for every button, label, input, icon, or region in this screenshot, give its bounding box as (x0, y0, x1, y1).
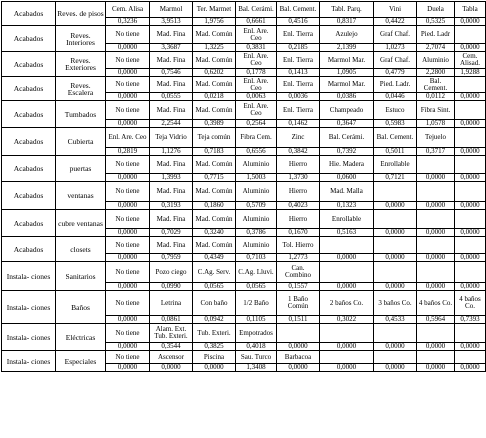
option-cell: Aluminio (236, 182, 277, 202)
value-cell: 0,5964 (417, 316, 455, 324)
option-cell: Bal. Cerámi. (236, 2, 277, 18)
value-cell: 0,0000 (455, 283, 486, 291)
option-cell: Enrollable (320, 210, 374, 229)
option-cell: Champeado (320, 101, 374, 120)
table-row (2, 351, 486, 364)
value-cell: 0,5163 (320, 229, 374, 237)
option-cell: Cem. Alisa (106, 2, 150, 18)
value-cell: 0,0000 (455, 44, 486, 52)
category-cell: Acabados (2, 156, 56, 182)
value-cell: 1,5003 (236, 174, 277, 182)
option-cell: Enl. Are. Ceo (106, 128, 150, 148)
option-cell: 4 baños Co. (455, 291, 486, 316)
option-cell (320, 237, 374, 254)
value-cell: 0,3544 (150, 343, 193, 351)
option-cell: Can. Combino (277, 262, 320, 283)
value-cell: 1,3408 (236, 364, 277, 372)
subcategory-cell: ventanas (56, 182, 106, 210)
option-cell: Graf Chaf. (374, 52, 417, 69)
value-cell: 0,7103 (236, 254, 277, 262)
value-cell: 0,6556 (236, 148, 277, 156)
option-cell: Mad. Común (193, 26, 236, 44)
option-cell (320, 351, 374, 364)
subcategory-cell: Reves. Interiores (56, 26, 106, 52)
subcategory-cell: Baños (56, 291, 106, 324)
value-cell: 1,1276 (150, 148, 193, 156)
option-cell: Hierro (277, 210, 320, 229)
option-cell: Duela (417, 2, 455, 18)
value-cell: 0,0000 (374, 343, 417, 351)
option-cell: Pied. Ladr (417, 26, 455, 44)
category-cell: Instala- ciones (2, 351, 56, 372)
option-cell: Empotrados (236, 324, 277, 343)
table-row (2, 128, 486, 148)
option-cell: No tiene (106, 262, 150, 283)
value-cell: 3,3687 (150, 44, 193, 52)
value-cell: 0,0036 (277, 93, 320, 101)
subcategory-cell: puertas (56, 156, 106, 182)
table-row (2, 291, 486, 316)
value-cell: 0,6661 (236, 18, 277, 26)
option-cell: Tol. Hierro (277, 237, 320, 254)
value-cell: 0,4516 (277, 18, 320, 26)
option-cell: C.Ag. Serv. (193, 262, 236, 283)
option-cell (455, 324, 486, 343)
option-cell: Mad. Fina (150, 77, 193, 93)
value-cell: 0,0386 (320, 93, 374, 101)
option-cell (374, 351, 417, 364)
value-cell: 0,0000 (277, 364, 320, 372)
option-cell: Enl. Tierra (277, 26, 320, 44)
value-cell: 0,0000 (320, 364, 374, 372)
option-cell: Bal. Cement. (277, 2, 320, 18)
option-cell: Enl. Tierra (277, 77, 320, 93)
value-cell: 0,2819 (106, 148, 150, 156)
option-cell (374, 262, 417, 283)
value-cell: 0,0000 (417, 229, 455, 237)
value-cell: 0,0000 (455, 254, 486, 262)
option-cell: Azulejo (320, 26, 374, 44)
value-cell: 1,3730 (277, 174, 320, 182)
value-cell: 0,0000 (320, 343, 374, 351)
value-cell: 0,8317 (320, 18, 374, 26)
value-cell: 0,0112 (417, 93, 455, 101)
value-cell: 2,2800 (417, 69, 455, 77)
value-cell: 0,7959 (150, 254, 193, 262)
value-cell: 0,0000 (417, 343, 455, 351)
value-cell: 0,0000 (106, 174, 150, 182)
option-cell (417, 262, 455, 283)
value-cell: 0,0000 (417, 202, 455, 210)
subcategory-cell: Reves. Escalera (56, 77, 106, 101)
option-cell (374, 210, 417, 229)
option-cell: Enl. Tierra (277, 52, 320, 69)
option-cell: Mad. Fina (150, 237, 193, 254)
option-cell: Aluminio (236, 156, 277, 174)
value-cell: 0,0555 (150, 93, 193, 101)
value-cell: 0,0000 (455, 174, 486, 182)
table-row (2, 262, 486, 283)
value-cell: 0,0000 (455, 343, 486, 351)
option-cell (277, 324, 320, 343)
value-cell: 0,0600 (320, 174, 374, 182)
option-cell (455, 237, 486, 254)
value-cell: 2,2544 (150, 120, 193, 128)
option-cell: Teja común (193, 128, 236, 148)
coefficients-table (1, 1, 486, 372)
option-cell: Pied. Ladr. (374, 77, 417, 93)
value-cell: 0,0565 (236, 283, 277, 291)
value-cell: 0,0446 (374, 93, 417, 101)
option-cell: No tiene (106, 156, 150, 174)
option-cell (455, 101, 486, 120)
option-cell (374, 237, 417, 254)
value-cell: 0,7121 (374, 174, 417, 182)
option-cell: Mad. Común (193, 52, 236, 69)
category-cell: Instala- ciones (2, 291, 56, 324)
option-cell: No tiene (106, 291, 150, 316)
option-cell: Tabla (455, 2, 486, 18)
option-cell: No tiene (106, 182, 150, 202)
option-cell (455, 156, 486, 174)
option-cell (455, 262, 486, 283)
option-cell: Mad. Común (193, 77, 236, 93)
option-cell (455, 26, 486, 44)
value-cell: 0,0000 (417, 364, 455, 372)
category-cell: Acabados (2, 101, 56, 128)
value-cell: 0,0000 (374, 364, 417, 372)
value-cell: 0,0000 (320, 254, 374, 262)
option-cell (374, 182, 417, 202)
value-cell: 0,3989 (193, 120, 236, 128)
value-cell: 0,0000 (106, 283, 150, 291)
option-cell: Vini (374, 2, 417, 18)
value-cell: 1,3993 (150, 174, 193, 182)
subcategory-cell: Cubierta (56, 128, 106, 156)
value-cell: 0,4023 (277, 202, 320, 210)
value-cell: 0,1323 (320, 202, 374, 210)
value-cell: 0,5983 (374, 120, 417, 128)
value-cell: 0,3193 (150, 202, 193, 210)
value-cell: 0,7546 (150, 69, 193, 77)
value-cell: 0,6202 (193, 69, 236, 77)
value-cell: 0,0000 (455, 120, 486, 128)
option-cell (320, 262, 374, 283)
subcategory-cell: Reves. de pisos (56, 2, 106, 26)
value-cell: 1,3225 (193, 44, 236, 52)
option-cell: C.Ag. Lluvi. (236, 262, 277, 283)
value-cell: 0,3831 (236, 44, 277, 52)
value-cell: 0,0000 (455, 229, 486, 237)
category-cell: Acabados (2, 2, 56, 26)
option-cell: Sau. Turco (236, 351, 277, 364)
option-cell: Estuco (374, 101, 417, 120)
option-cell: No tiene (106, 101, 150, 120)
value-cell: 0,0000 (455, 148, 486, 156)
table-row (2, 77, 486, 93)
option-cell: Bal. Cement. (374, 128, 417, 148)
option-cell: No tiene (106, 77, 150, 93)
option-cell: Aluminio (417, 52, 455, 69)
option-cell: 1/2 Baño (236, 291, 277, 316)
option-cell: Mad. Común (193, 101, 236, 120)
value-cell: 0,4349 (193, 254, 236, 262)
option-cell: Hierro (277, 156, 320, 174)
value-cell: 0,3022 (320, 316, 374, 324)
option-cell: Letrina (150, 291, 193, 316)
table-row (2, 324, 486, 343)
value-cell: 0,3717 (417, 148, 455, 156)
category-cell: Acabados (2, 182, 56, 210)
option-cell (417, 182, 455, 202)
table-body (2, 2, 486, 372)
option-cell: Enl. Are. Ceo (236, 101, 277, 120)
option-cell: Tejuelo (417, 128, 455, 148)
option-cell (417, 210, 455, 229)
category-cell: Acabados (2, 52, 56, 77)
option-cell: Fibra Sint. (417, 101, 455, 120)
option-cell: Mad. Fina (150, 156, 193, 174)
value-cell: 0,0000 (106, 229, 150, 237)
value-cell: 2,1399 (320, 44, 374, 52)
option-cell: Enl. Are. Ceo (236, 77, 277, 93)
option-cell: Zinc (277, 128, 320, 148)
subcategory-cell: cubre ventanas (56, 210, 106, 237)
value-cell: 0,0000 (455, 364, 486, 372)
option-cell (455, 210, 486, 229)
value-cell: 2,7074 (417, 44, 455, 52)
category-cell: Acabados (2, 77, 56, 101)
option-cell (455, 351, 486, 364)
category-cell: Acabados (2, 237, 56, 262)
option-cell: 3 baños Co. (374, 291, 417, 316)
value-cell: 0,0000 (320, 283, 374, 291)
option-cell: Barbacoa (277, 351, 320, 364)
value-cell: 0,7029 (150, 229, 193, 237)
value-cell: 0,0000 (417, 283, 455, 291)
category-cell: Acabados (2, 210, 56, 237)
option-cell: 2 baños Co. (320, 291, 374, 316)
value-cell: 0,5011 (374, 148, 417, 156)
value-cell: 0,1778 (236, 69, 277, 77)
value-cell: 0,0000 (106, 93, 150, 101)
option-cell: Teja Vidrio (150, 128, 193, 148)
option-cell (455, 128, 486, 148)
category-cell: Acabados (2, 26, 56, 52)
value-cell: 0,0063 (236, 93, 277, 101)
subcategory-cell: Eléctricas (56, 324, 106, 351)
option-cell: Tub. Exteri. (193, 324, 236, 343)
value-cell: 0,1860 (193, 202, 236, 210)
value-cell: 0,3236 (106, 18, 150, 26)
value-cell: 0,0218 (193, 93, 236, 101)
option-cell: Mad. Fina (150, 182, 193, 202)
option-cell: Ter. Marmet (193, 2, 236, 18)
option-cell: Bal. Cement. (417, 77, 455, 93)
option-cell: No tiene (106, 26, 150, 44)
option-cell: Enl. Are. Ceo (236, 52, 277, 69)
option-cell: No tiene (106, 351, 150, 364)
value-cell: 0,0990 (150, 283, 193, 291)
category-cell: Instala- ciones (2, 324, 56, 351)
value-cell: 0,0000 (106, 343, 150, 351)
option-cell (417, 156, 455, 174)
option-cell: Mad. Común (193, 182, 236, 202)
value-cell: 0,1670 (277, 229, 320, 237)
value-cell: 0,2185 (277, 44, 320, 52)
value-cell: 0,0000 (455, 18, 486, 26)
subcategory-cell: Especiales (56, 351, 106, 372)
subcategory-cell: closets (56, 237, 106, 262)
value-cell: 0,1511 (277, 316, 320, 324)
subcategory-cell: Sanitarios (56, 262, 106, 291)
value-cell: 0,0000 (106, 316, 150, 324)
option-cell: Marmol (150, 2, 193, 18)
option-cell: Mad. Fina (150, 101, 193, 120)
category-cell: Acabados (2, 128, 56, 156)
table-row (2, 237, 486, 254)
table-row (2, 210, 486, 229)
value-cell: 0,0000 (106, 120, 150, 128)
option-cell: Mad. Malla (320, 182, 374, 202)
option-cell: Pozo ciego (150, 262, 193, 283)
option-cell (417, 237, 455, 254)
value-cell: 0,0000 (374, 283, 417, 291)
option-cell: Con baño (193, 291, 236, 316)
option-cell: Mad. Fina (150, 210, 193, 229)
subcategory-cell: Reves. Exteriores (56, 52, 106, 77)
value-cell: 0,0000 (374, 229, 417, 237)
option-cell: No tiene (106, 210, 150, 229)
subcategory-cell: Tumbados (56, 101, 106, 128)
option-cell: Tabl. Parq. (320, 2, 374, 18)
option-cell: Hierro (277, 182, 320, 202)
option-cell (320, 324, 374, 343)
category-cell: Instala- ciones (2, 262, 56, 291)
option-cell: No tiene (106, 52, 150, 69)
option-cell: Mad. Fina (150, 52, 193, 69)
option-cell: Enl. Are. Ceo (236, 26, 277, 44)
option-cell: Alam. Ext. Tub. Exteri. (150, 324, 193, 343)
value-cell: 1,9756 (193, 18, 236, 26)
value-cell: 0,7715 (193, 174, 236, 182)
value-cell: 1,0273 (374, 44, 417, 52)
table-row (2, 2, 486, 18)
value-cell: 0,2564 (236, 120, 277, 128)
option-cell: Fibra Cem. (236, 128, 277, 148)
value-cell: 0,4533 (374, 316, 417, 324)
option-cell: Marmol Mar. (320, 77, 374, 93)
value-cell: 0,5325 (417, 18, 455, 26)
value-cell: 0,0861 (150, 316, 193, 324)
table-row (2, 26, 486, 44)
table-row (2, 101, 486, 120)
value-cell: 0,0942 (193, 316, 236, 324)
value-cell: 0,4779 (374, 69, 417, 77)
value-cell: 0,3240 (193, 229, 236, 237)
table-row (2, 156, 486, 174)
value-cell: 0,0000 (455, 93, 486, 101)
value-cell: 0,7183 (193, 148, 236, 156)
value-cell: 0,0000 (150, 364, 193, 372)
value-cell: 0,4018 (236, 343, 277, 351)
value-cell: 0,3825 (193, 343, 236, 351)
option-cell: No tiene (106, 237, 150, 254)
option-cell (455, 77, 486, 93)
value-cell: 0,7393 (455, 316, 486, 324)
value-cell: 0,3647 (320, 120, 374, 128)
option-cell: Piscina (193, 351, 236, 364)
value-cell: 0,1557 (277, 283, 320, 291)
value-cell: 0,3842 (277, 148, 320, 156)
value-cell: 0,1105 (236, 316, 277, 324)
option-cell: Bal. Cerámi. (320, 128, 374, 148)
value-cell: 3,9513 (150, 18, 193, 26)
table-row (2, 52, 486, 69)
value-cell: 0,1413 (277, 69, 320, 77)
value-cell: 0,0000 (455, 202, 486, 210)
value-cell: 0,3786 (236, 229, 277, 237)
value-cell: 1,2773 (277, 254, 320, 262)
option-cell: Hie. Madera (320, 156, 374, 174)
value-cell: 1,9288 (455, 69, 486, 77)
option-cell: Aluminio (236, 210, 277, 229)
option-cell: Marmol Mar. (320, 52, 374, 69)
option-cell (455, 182, 486, 202)
option-cell: Cem. Alisad. (455, 52, 486, 69)
option-cell: Mad. Común (193, 156, 236, 174)
option-cell: Mad. Común (193, 237, 236, 254)
value-cell: 0,0565 (193, 283, 236, 291)
value-cell: 0,0000 (374, 202, 417, 210)
value-cell: 0,0000 (374, 254, 417, 262)
option-cell: Aluminio (236, 237, 277, 254)
option-cell (417, 351, 455, 364)
option-cell: 1 Baño Común (277, 291, 320, 316)
value-cell: 0,0000 (417, 174, 455, 182)
option-cell: Ascensor (150, 351, 193, 364)
value-cell: 0,7392 (320, 148, 374, 156)
option-cell (417, 324, 455, 343)
table-row (2, 182, 486, 202)
option-cell: Mad. Fina (150, 26, 193, 44)
value-cell: 1,0578 (417, 120, 455, 128)
value-cell: 0,0000 (106, 202, 150, 210)
value-cell: 1,0905 (320, 69, 374, 77)
option-cell: 4 baños Co. (417, 291, 455, 316)
option-cell (374, 324, 417, 343)
value-cell: 0,5709 (236, 202, 277, 210)
value-cell: 0,0000 (106, 364, 150, 372)
value-cell: 0,0000 (106, 69, 150, 77)
value-cell: 0,4422 (374, 18, 417, 26)
option-cell: Enrollable (374, 156, 417, 174)
value-cell: 0,0000 (106, 254, 150, 262)
option-cell: Enl. Tierra (277, 101, 320, 120)
option-cell: Graf Chaf. (374, 26, 417, 44)
option-cell: Mad. Común (193, 210, 236, 229)
value-cell: 0,0000 (193, 364, 236, 372)
value-cell: 0,1462 (277, 120, 320, 128)
value-cell: 0,0000 (277, 343, 320, 351)
option-cell: No tiene (106, 324, 150, 343)
value-cell: 0,0000 (106, 44, 150, 52)
value-cell: 0,0000 (417, 254, 455, 262)
